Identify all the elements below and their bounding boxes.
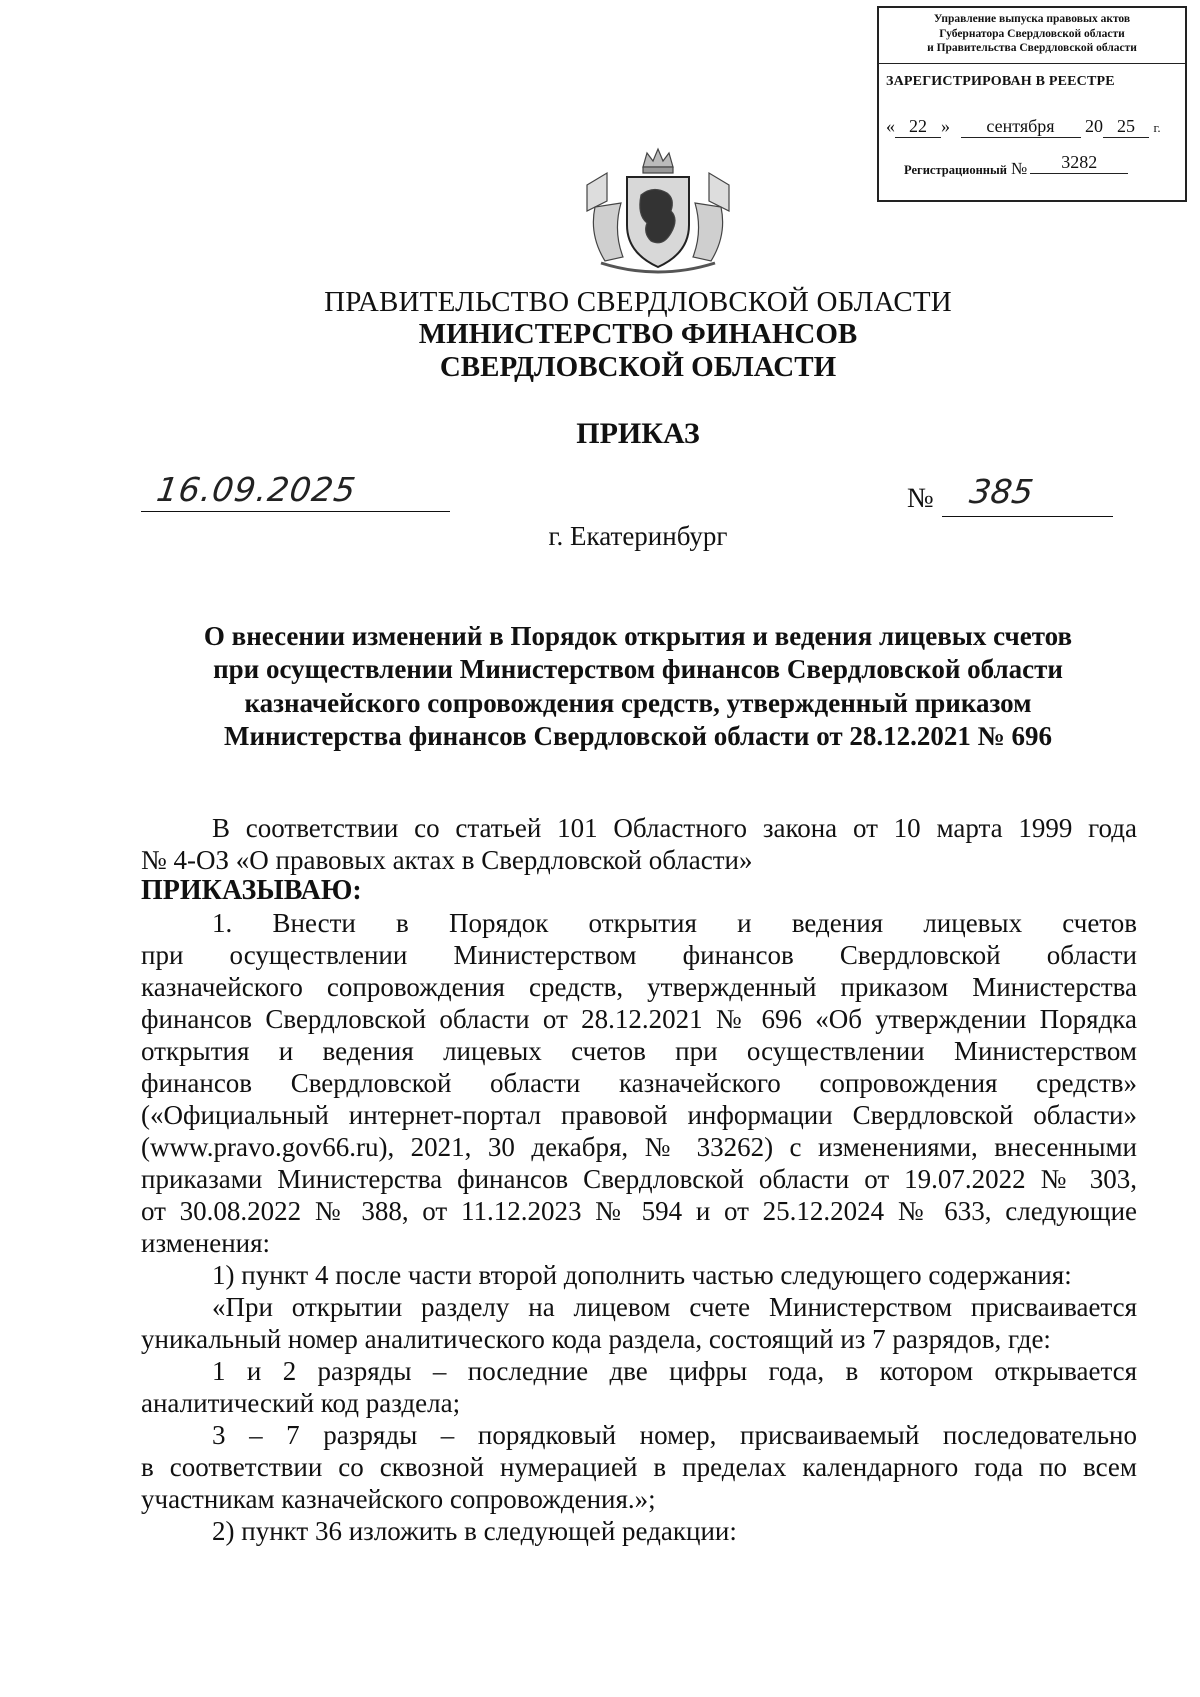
stamp-month: сентября bbox=[961, 116, 1081, 138]
stamp-reg-value: 3282 bbox=[1030, 152, 1128, 174]
title-line: казначейского сопровождения средств, утвержденный приказом bbox=[244, 688, 1032, 718]
body-line: казначейского сопровождения средств, утвержденный приказом Министерства bbox=[141, 972, 1137, 1002]
stamp-day: 22 bbox=[895, 116, 941, 138]
stamp-date-close: » bbox=[941, 116, 950, 136]
stamp-date bbox=[886, 116, 1182, 138]
body-line: открытия и ведения лицевых счетов при осуществлении Министерством bbox=[141, 1036, 1137, 1066]
order-number-line bbox=[942, 516, 1113, 517]
order-number: 385 bbox=[967, 472, 1036, 511]
body-line: при осуществлении Министерством финансов Свердловской области bbox=[141, 940, 1137, 970]
body-line: в соответствии со сквозной нумерацией в пределах календарного года по всем bbox=[141, 1452, 1137, 1482]
body-line: от 30.08.2022 № 388, от 11.12.2023 № 594 и от 25.12.2024 № 633, следующие bbox=[141, 1196, 1137, 1226]
body-line: финансов Свердловской области казначейского сопровождения средств» bbox=[141, 1068, 1137, 1098]
stamp-reg-label: Регистрационный bbox=[904, 163, 1007, 177]
body-line: («Официальный интернет-портал правовой информации Свердловской области» bbox=[141, 1100, 1137, 1130]
stamp-header-line: и Правительства Свердловской области bbox=[927, 42, 1137, 54]
body-line: 2) пункт 36 изложить в следующей редакции: bbox=[212, 1516, 737, 1546]
stamp-date-open: « bbox=[886, 116, 895, 136]
stamp-reg-number bbox=[904, 152, 1128, 180]
title-line: Министерства финансов Свердловской области от 28.12.2021 № 696 bbox=[223, 721, 1053, 751]
stamp-header-line: Губернатора Свердловской области bbox=[939, 27, 1125, 40]
government-title: ПРАВИТЕЛЬСТВО СВЕРДЛОВСКОЙ ОБЛАСТИ bbox=[324, 286, 952, 318]
ministry-title-line2: СВЕРДЛОВСКОЙ ОБЛАСТИ bbox=[439, 351, 837, 383]
stamp-header-line: Управление выпуска правовых актов bbox=[933, 13, 1131, 25]
document-type: ПРИКАЗ bbox=[576, 417, 700, 450]
body-line: 1) пункт 4 после части второй дополнить частью следующего содержания: bbox=[212, 1260, 1072, 1290]
body-line: приказами Министерства финансов Свердловской области от 19.07.2022 № 303, bbox=[141, 1164, 1137, 1194]
stamp-year-prefix: 20 bbox=[1085, 116, 1103, 136]
ministry-title-line1: МИНИСТЕРСТВО ФИНАНСОВ bbox=[418, 318, 858, 350]
body-line: № 4-ОЗ «О правовых актах в Свердловской области» bbox=[141, 845, 753, 875]
body-line: 3 – 7 разряды – порядковый номер, присваиваемый последовательно bbox=[212, 1420, 1137, 1450]
stamp-header bbox=[879, 8, 1185, 64]
title-line: О внесении изменений в Порядок открытия и ведения лицевых счетов bbox=[203, 621, 1073, 651]
body-line: В соответствии со статьей 101 Областного закона от 10 марта 1999 года bbox=[212, 813, 1137, 843]
order-number-sign: № bbox=[907, 483, 934, 514]
body-line: участникам казначейского сопровождения.»; bbox=[141, 1484, 656, 1514]
registration-stamp bbox=[877, 6, 1187, 202]
body-line: (www.pravo.gov66.ru), 2021, 30 декабря, № 33262) с изменениями, внесенными bbox=[141, 1132, 1137, 1162]
body-line: аналитический код раздела; bbox=[141, 1388, 461, 1418]
stamp-year: 25 bbox=[1103, 116, 1149, 138]
body-line: 1. Внести в Порядок открытия и ведения лицевых счетов bbox=[212, 908, 1137, 938]
stamp-year-suffix: г. bbox=[1153, 120, 1161, 135]
coat-of-arms-icon bbox=[567, 145, 749, 277]
body-line: изменения: bbox=[141, 1228, 271, 1258]
stamp-reg-sign: № bbox=[1010, 159, 1028, 178]
order-date: 16.09.2025 bbox=[154, 470, 359, 509]
body-line: 1 и 2 разряды – последние две цифры года, в котором открывается bbox=[212, 1356, 1137, 1386]
city: г. Екатеринбург bbox=[548, 521, 728, 551]
body-line: «При открытии разделу на лицевом счете Министерством присваивается bbox=[212, 1292, 1137, 1322]
body-line-heading: ПРИКАЗЫВАЮ: bbox=[141, 875, 362, 906]
order-date-line bbox=[141, 511, 450, 512]
body-line: уникальный номер аналитического кода раздела, состоящий из 7 разрядов, где: bbox=[141, 1324, 1051, 1354]
body-line: финансов Свердловской области от 28.12.2021 № 696 «Об утверждении Порядка bbox=[141, 1004, 1137, 1034]
stamp-registered-label: ЗАРЕГИСТРИРОВАН В РЕЕСТРЕ bbox=[886, 74, 1115, 89]
title-line: при осуществлении Министерством финансов Свердловской области bbox=[213, 654, 1063, 684]
